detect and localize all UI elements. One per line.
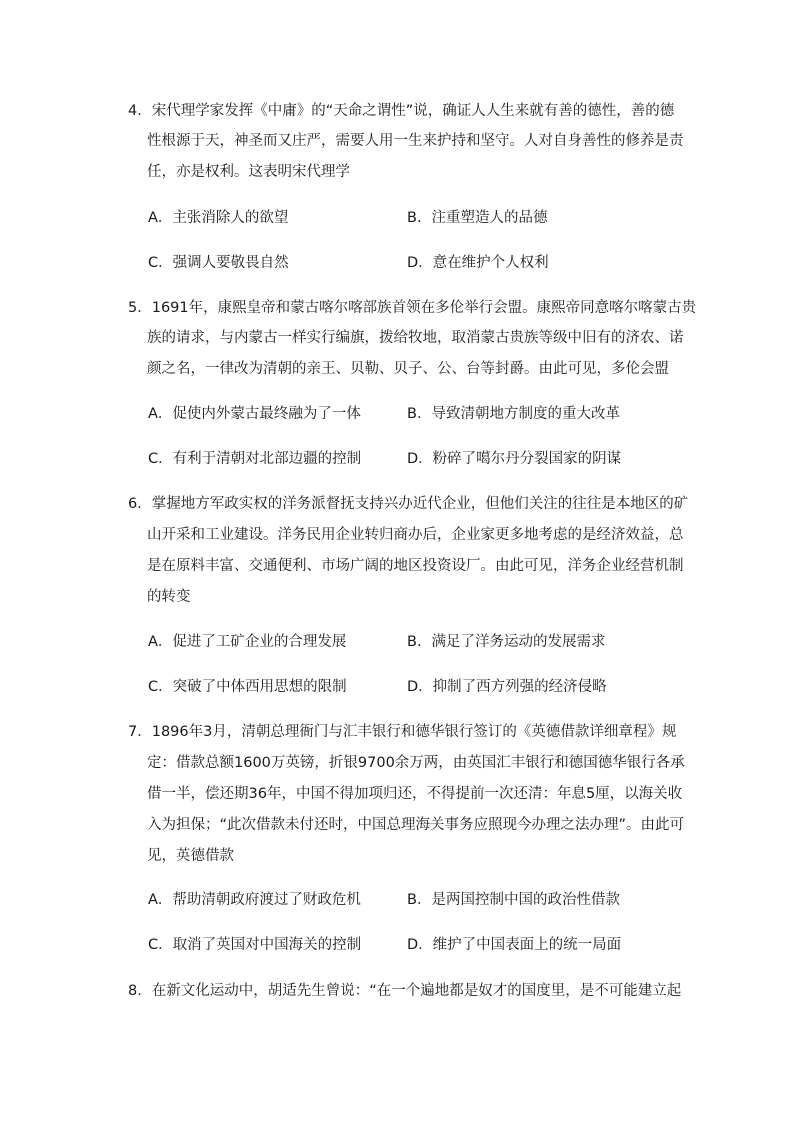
question-4-line-3: 任，亦是权利。这表明宋代理学: [147, 164, 350, 180]
question-7-option-c[interactable]: C．取消了英国对中国海关的控制: [148, 937, 362, 953]
question-7-line-1: 7．1896年3月，清朝总理衙门与汇丰银行和德华银行签订的《英德借款详细章程》规: [128, 724, 677, 740]
question-4-option-a[interactable]: A．主张消除人的欲望: [148, 210, 289, 226]
question-5-line-3: 颜之名，一律改为清朝的亲王、贝勒、贝子、公、台等封爵。由此可见，多伦会盟: [147, 361, 669, 377]
question-6-line-4: 的转变: [147, 589, 191, 605]
question-6-option-b[interactable]: B．满足了洋务运动的发展需求: [407, 634, 606, 650]
question-5-option-b[interactable]: B．导致清朝地方制度的重大改革: [407, 406, 620, 422]
question-5-option-c[interactable]: C．有利于清朝对北部边疆的控制: [148, 451, 362, 467]
question-7-line-4: 入为担保；“此次借款未付还时，中国总理海关事务应照现今办理之法办理”。由此可: [147, 817, 685, 833]
question-6-option-d[interactable]: D．抑制了西方列强的经济侵略: [407, 679, 607, 695]
question-6-line-2: 山开采和工业建设。洋务民用企业转归商办后，企业家更多地考虑的是经济效益，总: [147, 527, 684, 543]
question-6-option-a[interactable]: A．促进了工矿企业的合理发展: [148, 634, 347, 650]
question-7-option-a[interactable]: A．帮助清朝政府渡过了财政危机: [148, 892, 361, 908]
question-7-line-2: 定：借款总额1600万英镑，折银9700余万两，由英国汇丰银行和德国德华银行各承: [147, 755, 685, 771]
question-7-option-d[interactable]: D．维护了中国表面上的统一局面: [407, 937, 622, 953]
question-4-option-d[interactable]: D．意在维护个人权利: [407, 255, 549, 271]
question-6-line-1: 6．掌握地方军政实权的洋务派督抚支持兴办近代企业，但他们关注的往往是本地区的矿: [128, 496, 689, 512]
question-4-option-b[interactable]: B．注重塑造人的品德: [407, 210, 548, 226]
question-7-option-b[interactable]: B．是两国控制中国的政治性借款: [407, 892, 620, 908]
question-5-option-a[interactable]: A．促使内外蒙古最终融为了一体: [148, 406, 361, 422]
question-5-line-2: 族的请求，与内蒙古一样实行编旗，拨给牧地，取消蒙古贵族等级中旧有的济农、诺: [147, 330, 684, 346]
question-4-line-2: 性根源于天，神圣而又庄严，需要人用一生来护持和坚守。人对自身善性的修养是责: [147, 133, 684, 149]
question-4-option-c[interactable]: C．强调人要敬畏自然: [148, 255, 289, 271]
question-8-line-1: 8．在新文化运动中，胡适先生曾说：“在一个遍地都是奴才的国度里，是不可能建立起: [128, 983, 682, 999]
question-6-line-3: 是在原料丰富、交通便利、市场广阔的地区投资设厂。由此可见，洋务企业经营机制: [147, 558, 684, 574]
question-7-line-5: 见，英德借款: [147, 848, 234, 864]
question-5-line-1: 5．1691年，康熙皇帝和蒙古喀尔喀部族首领在多伦举行会盟。康熙帝同意喀尔喀蒙古贵: [128, 300, 697, 316]
question-6-option-c[interactable]: C．突破了中体西用思想的限制: [148, 679, 347, 695]
question-4-line-1: 4．宋代理学家发挥《中庸》的“天命之谓性”说，确证人人生来就有善的德性，善的德: [128, 103, 675, 119]
question-5-option-d[interactable]: D．粉碎了噶尔丹分裂国家的阴谋: [407, 451, 622, 467]
question-7-line-3: 借一半，偿还期36年，中国不得加项归还，不得提前一次还清：年息5厘，以海关收: [147, 786, 683, 802]
